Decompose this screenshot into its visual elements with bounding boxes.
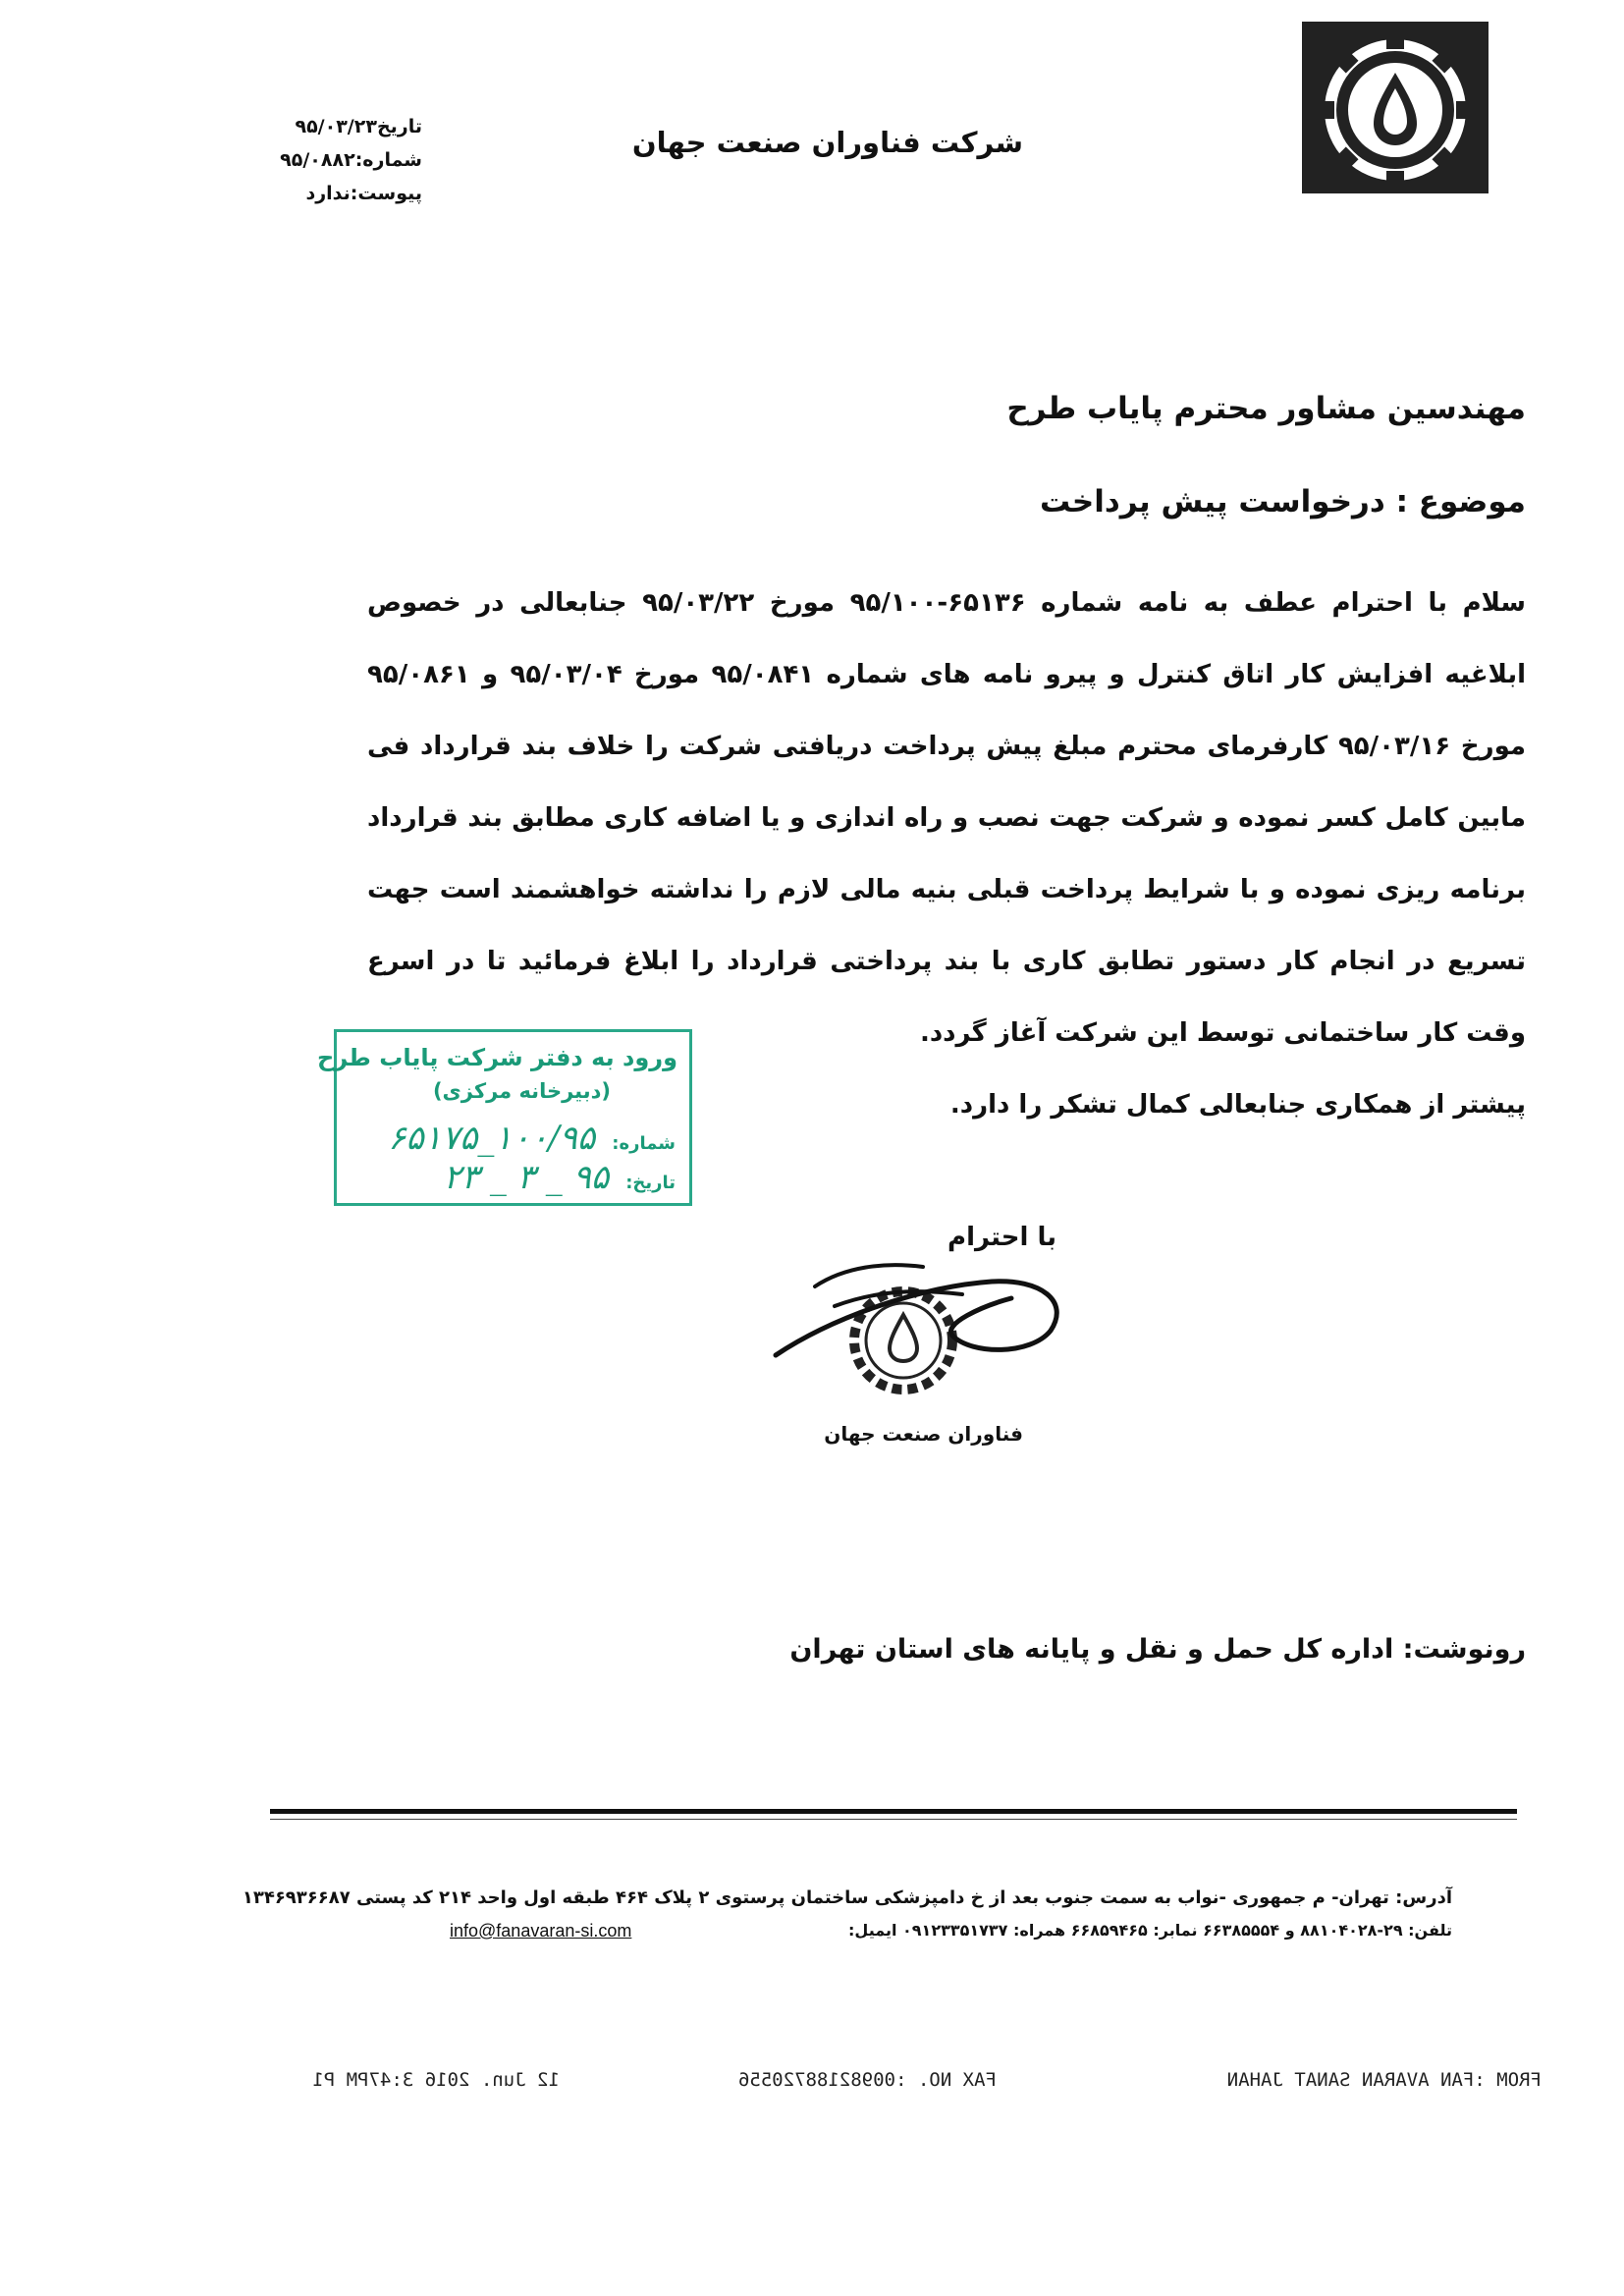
footer-phone: تلفن: ۲۹-۸۸۱۰۴۰۲۸ و ۶۶۳۸۵۵۵۴ نمابر: ۶۶۸۵۹۴۶۵ همراه: ۰۹۱۲۳۳۵۱۷۳۷ ایمیل: (848, 1921, 1452, 1940)
footer-email-link[interactable]: info@fanavaran-si.com (450, 1921, 632, 1941)
fax-from: FROM :FAN AVARAN SANAT JAHAN (1226, 2069, 1542, 2091)
stamp-number-label: شماره: (612, 1133, 676, 1154)
fax-header (265, 2062, 1542, 2094)
signature-closing: با احترام (947, 1223, 1056, 1252)
stamp-date-row (444, 1158, 676, 1197)
stamp-subtitle: (دبیرخانه مرکزی) (432, 1079, 611, 1103)
signature-company-name: فناوران صنعت جهان (824, 1422, 1023, 1446)
stamp-date-value: ۹۵ _ ۳ _ ۲۳ (443, 1158, 610, 1197)
fax-number: FAX NO. :00982188720556 (737, 2069, 997, 2091)
company-name: شرکت فناوران صنعت جهان (631, 126, 1023, 159)
footer-rule (270, 1809, 1517, 1814)
footer-rule-thin (270, 1819, 1517, 1820)
stamp-number-value: ۱۰۰/۹۵_۶۵۱۷۵ (388, 1119, 596, 1158)
footer-address: آدرس: تهران- م جمهوری -نواب به سمت جنوب بعد از خ دامپزشکی ساختمان پرستوی ۲ پلاک ۴۶۴ طبقه اول واحد ۲۱۴ کد پستی ۱۳۴۶۹۳۶۶۸۷ (242, 1887, 1452, 1908)
subject: موضوع : درخواست پیش پرداخت (1040, 484, 1526, 519)
letter-number: شماره:۹۵/۰۸۸۲ (280, 149, 422, 171)
letter-meta (265, 110, 422, 210)
stamp-number-row (388, 1119, 676, 1158)
closing-line: پیشتر از همکاری جنابعالی کمال تشکر را دارد. (949, 1090, 1526, 1120)
company-logo (1302, 22, 1489, 193)
stamp-title: ورود به دفتر شرکت پایاب طرح (317, 1044, 677, 1071)
letter-attachment: پیوست:ندارد (305, 183, 422, 204)
receipt-stamp (317, 1029, 692, 1206)
addressee: مهندسین مشاور محترم پایاب طرح (1006, 391, 1526, 426)
fax-datetime: 12 Jun. 2016 3:47PM P1 (312, 2069, 560, 2091)
cc-line: رونوشت: اداره کل حمل و نقل و پایانه های استان تهران (789, 1634, 1526, 1665)
body-paragraph: سلام با احترام عطف به نامه شماره ۶۵۱۳۶-۹۵/۱۰۰ مورخ ۹۵/۰۳/۲۲ جنابعالی در خصوص ابلاغیه افزایش کار اتاق کنترل و پیرو نامه های شماره ۹۵/۰۸۴۱ مورخ ۹۵/۰۳/۰۴ و ۹۵/۰۸۶۱ مورخ ۹۵/۰۳/۱۶ کارفرمای محترم مبلغ پیش پرداخت دریافتی شرکت را خلاف بند قرارداد فی مابین کامل کسر نموده و شرکت جهت نصب و راه اندازی و یا اضافه کاری مطابق بند قرارداد برنامه ریزی نموده و با شرایط پرداخت قبلی بنیه مالی لازم را نداشته خواهشمند است جهت تسریع در انجام کار دستور تطابق کاری با بند پرداختی قرارداد را ابلاغ فرمائید تا در اسرع وقت کار ساختمانی توسط این شرکت آغاز گردد. (367, 588, 1526, 1048)
stamp-date-label: تاریخ: (625, 1173, 676, 1193)
letter-date: تاریخ۹۵/۰۳/۲۳ (295, 116, 422, 137)
